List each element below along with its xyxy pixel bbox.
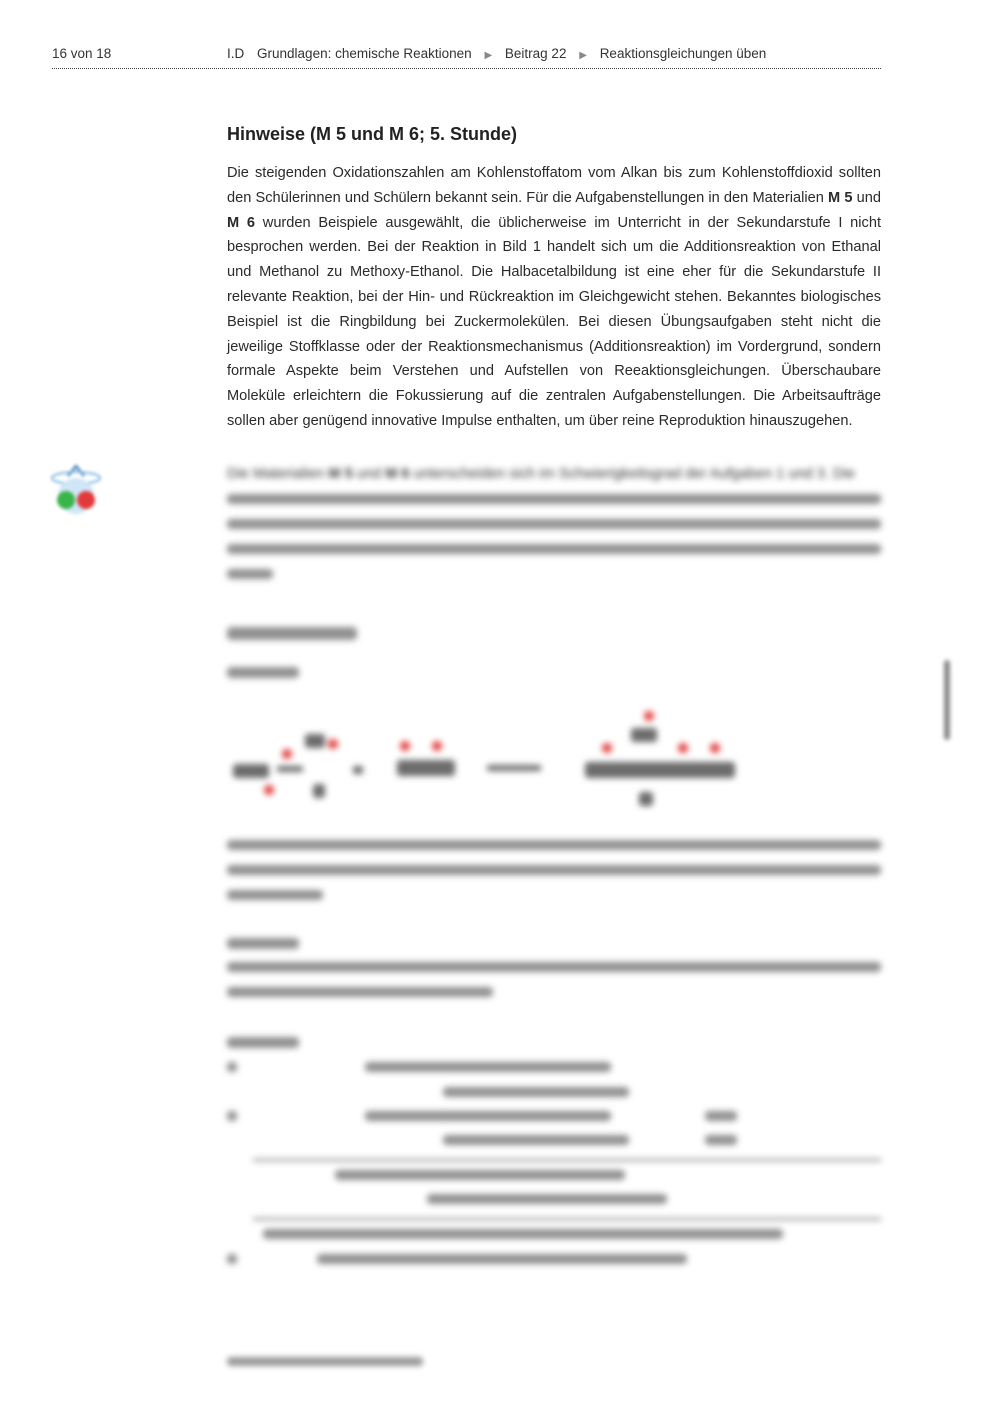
blurred-heading <box>227 627 357 640</box>
page-header <box>52 44 881 69</box>
blurred-line <box>227 987 493 997</box>
breadcrumb-topic: Grundlagen: chemische Reaktionen <box>257 46 472 61</box>
blurred-label <box>227 1062 237 1072</box>
blurred-line <box>227 494 881 504</box>
blurred-equation <box>335 1170 625 1180</box>
blurred-factor <box>705 1135 737 1145</box>
breadcrumb <box>227 46 775 61</box>
blurred-content <box>227 462 881 487</box>
section-heading: Hinweise (M 5 und M 6; 5. Stunde) <box>227 124 518 144</box>
blurred-line <box>227 865 881 875</box>
copyright-side-label <box>940 660 954 740</box>
breadcrumb-article: Beitrag 22 <box>504 46 567 61</box>
blurred-factor <box>705 1111 737 1121</box>
blurred-label <box>227 1111 237 1121</box>
blurred-line <box>227 890 323 900</box>
divider <box>253 1159 881 1161</box>
paragraph-materials: Die Materialien M 5 und M 6 unterscheiden sich im Schwierigkeitsgrad der Aufgaben 1 und 3. Die <box>227 466 855 482</box>
page-number: 16 von 18 <box>52 46 112 61</box>
triangle-right-icon: ▶ <box>484 50 493 61</box>
blurred-equation <box>443 1087 629 1097</box>
differentiation-icon <box>46 462 106 518</box>
blurred-line <box>227 962 881 972</box>
blurred-subheading <box>227 938 299 949</box>
reaction-scheme <box>227 702 767 812</box>
blurred-subheading <box>227 1037 299 1048</box>
paragraph-hints: Die steigenden Oxidationszahlen am Kohlenstoffatom vom Alkan bis zum Kohlenstoffdioxid sollten den Schülerinnen und Schülern bekannt sein. Für die Aufgabenstellungen in den Materialien M 5 und M 6 wurden Beispiele ausgewählt, die üblicherweise im Unterricht in der Sekundarstufe I nicht besprochen werden. Bei der Reaktion in Bild 1 handelt sich um die Additionsreaktion von Ethanal und Methanol zu Methoxy-Ethanol. Die Halbacetalbildung ist eine eher für die Sekundarstufe II relevante Reaktion, bei der Hin- und Rückreaktion im Gleichgewicht stehen. Bekanntes biologisches Beispiel ist die Ringbildung bei Zuckermolekülen. Bei diesen Übungsaufgaben steht nicht die jeweilige Stoffklasse oder der Reaktionsmechanismus (Additionsreaktion) im Vordergrund, sondern formale Aspekte beim Verstehen und Aufstellen von Reeaktionsgleichungen. Überschaubare Moleküle erleichtern die Fokussierung auf die zentralen Aufgabenstellungen. Die Arbeitsaufträge sollen aber genügend innovative Impulse enthalten, um über reine Reproduktion hinauszugehen. <box>227 165 882 429</box>
divider <box>253 1218 881 1220</box>
blurred-line <box>227 840 881 850</box>
main-content <box>227 124 881 434</box>
blurred-label <box>227 1254 237 1264</box>
page-footer <box>227 1354 427 1368</box>
blurred-subheading <box>227 667 299 678</box>
blurred-equation <box>317 1254 687 1264</box>
blurred-line <box>227 519 881 529</box>
breadcrumb-unit: Reaktionsgleichungen üben <box>599 46 767 61</box>
blurred-equation <box>263 1229 783 1239</box>
blurred-equation <box>443 1135 629 1145</box>
blurred-equation <box>365 1111 611 1121</box>
breadcrumb-section: I.D <box>227 46 245 61</box>
blurred-line <box>227 544 881 554</box>
blurred-equation <box>365 1062 611 1072</box>
blurred-line <box>227 569 273 579</box>
blurred-equation <box>427 1194 667 1204</box>
triangle-right-icon: ▶ <box>579 50 587 61</box>
